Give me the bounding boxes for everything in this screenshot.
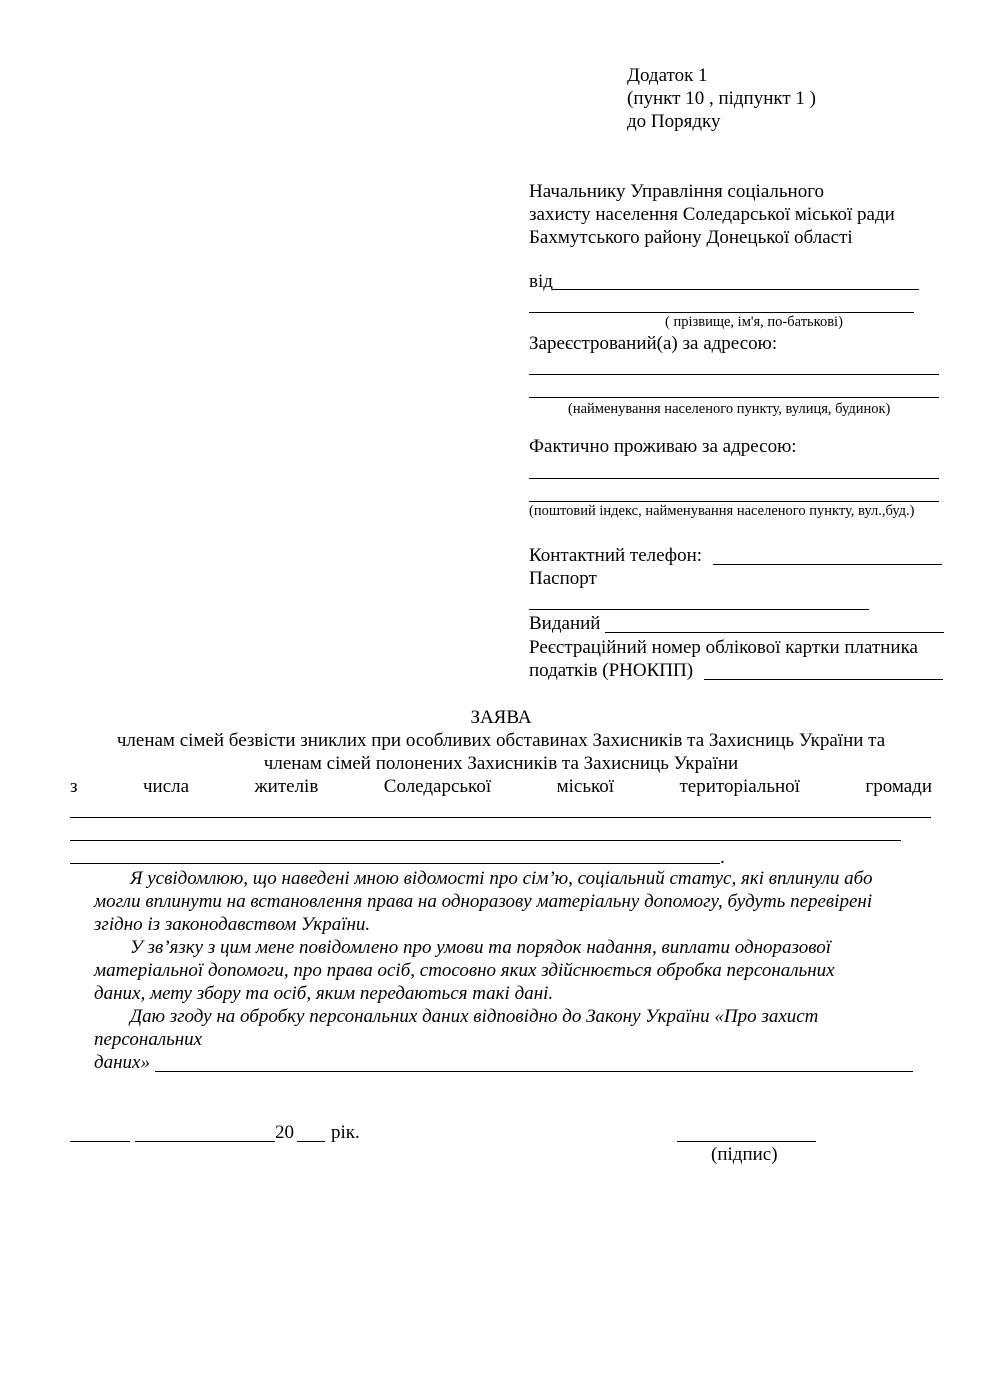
residents-word: жителів (254, 776, 319, 797)
consent-p3-line-1: Даю згоду на обробку персональних даних відповідно до Закону України «Про захист (130, 1006, 819, 1027)
consent-p1-line-2: могли вплинути на встановлення права на одноразову матеріальну допомогу, будуть перевірені (94, 891, 873, 912)
statement-title: ЗАЯВА (470, 707, 532, 728)
year-prefix: 20 (275, 1122, 294, 1143)
issued-label: Виданий (529, 613, 601, 634)
tax-number-label-2: податків (РНОКПП) (529, 660, 694, 681)
signature-hint: (підпис) (711, 1144, 778, 1165)
registered-address-hint: (найменування населеного пункту, вулиця, будинок) (568, 401, 891, 417)
from-name-field-line-1[interactable] (552, 289, 919, 290)
statement-subtitle-2: членам сімей полонених Захисників та Захисниць України (263, 753, 739, 774)
consent-p1-line-3: згідно із законодавством України. (94, 914, 371, 935)
actual-address-hint: (поштовий індекс, найменування населеного пункту, вул.,буд.) (529, 503, 915, 519)
residents-word: міської (556, 776, 615, 797)
date-month-field[interactable] (135, 1141, 275, 1142)
residents-word: числа (142, 776, 190, 797)
appendix-line-3: до Порядку (627, 111, 721, 132)
statement-line-end: . (720, 847, 725, 868)
phone-label: Контактний телефон: (529, 545, 703, 566)
from-label: від (529, 271, 553, 292)
appendix-line-1: Додаток 1 (627, 65, 708, 86)
addressee-line-3: Бахмутського району Донецької області (529, 227, 853, 248)
consent-p3-line-2: персональних (94, 1029, 203, 1050)
signature-field[interactable] (677, 1141, 816, 1142)
phone-field[interactable] (713, 564, 942, 565)
addressee-line-1: Начальнику Управління соціального (529, 181, 825, 202)
year-suffix: рік. (331, 1122, 360, 1143)
date-year-field[interactable] (297, 1141, 325, 1142)
residents-line (70, 775, 932, 798)
passport-field[interactable] (529, 609, 869, 610)
consent-p2-line-3: даних, мету збору та осіб, яким передаються такі дані. (94, 983, 554, 1004)
consent-p3-line-3: даних» (94, 1052, 150, 1073)
registered-address-label: Зареєстрований(а) за адресою: (529, 333, 778, 354)
residents-word: територіальної (679, 776, 800, 797)
addressee-line-2: захисту населення Соледарської міської ради (529, 204, 895, 225)
residents-word: з (70, 776, 78, 797)
date-day-field[interactable] (70, 1141, 130, 1142)
registered-address-field-line-1[interactable] (529, 374, 939, 375)
residents-word: громади (865, 776, 932, 797)
consent-signature-field[interactable] (155, 1071, 913, 1072)
actual-address-label: Фактично проживаю за адресою: (529, 436, 797, 457)
residents-word: Соледарської (383, 776, 492, 797)
registered-address-field-line-2[interactable] (529, 397, 939, 398)
name-hint: ( прізвище, ім'я, по-батькові) (665, 314, 843, 330)
statement-field-line-1[interactable] (70, 817, 931, 818)
issued-field[interactable] (605, 632, 944, 633)
appendix-line-2: (пункт 10 , підпункт 1 ) (627, 88, 817, 109)
statement-field-line-3[interactable] (70, 863, 720, 864)
statement-subtitle-1: членам сімей безвісти зниклих при особливих обставинах Захисників та Захисниць України та (116, 730, 886, 751)
tax-number-field[interactable] (704, 679, 943, 680)
consent-p2-line-2: матеріальної допомоги, про права осіб, стосовно яких здійснюється обробка персональних (94, 960, 835, 981)
consent-p2-line-1: У зв’язку з цим мене повідомлено про умови та порядок надання, виплати одноразової (130, 937, 831, 958)
statement-field-line-2[interactable] (70, 840, 901, 841)
actual-address-field-line-1[interactable] (529, 478, 939, 479)
consent-p1-line-1: Я усвідомлюю, що наведені мною відомості про сім’ю, соціальний статус, які вплинули або (130, 868, 873, 889)
passport-label: Паспорт (529, 568, 597, 589)
tax-number-label-1: Реєстраційний номер облікової картки платника (529, 637, 918, 658)
